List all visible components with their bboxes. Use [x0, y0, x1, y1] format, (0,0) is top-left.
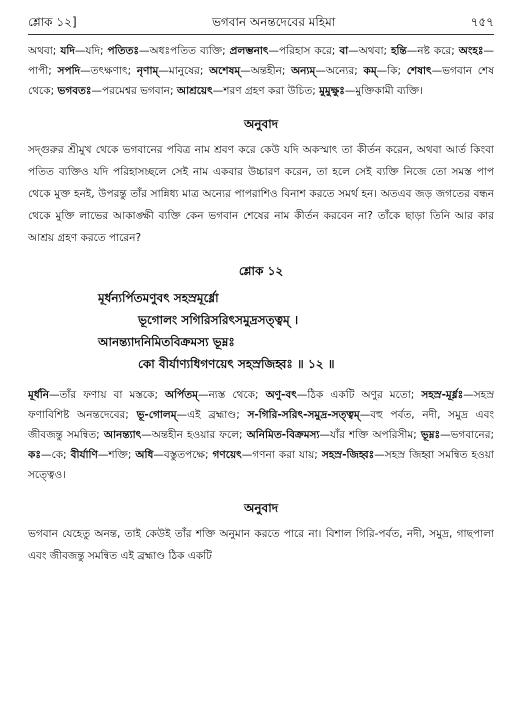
- synonyms-top: [28, 41, 494, 101]
- translation-title-2: অনুবাদ: [243, 501, 279, 515]
- synonym-term: সপদি: [57, 65, 81, 77]
- book-page: [28, 14, 494, 714]
- synonym-term: হন্তি: [391, 45, 407, 57]
- synonym-meaning: —সহস্র ফণাবিশিষ্ট অনন্তদেবের;: [28, 389, 494, 421]
- synonym-term: পতিতঃ: [107, 45, 140, 57]
- synonym-meaning: অথবা;: [28, 45, 61, 57]
- page-header: [28, 14, 494, 35]
- synonym-term: অনিমিত-বিক্রমস্য: [246, 429, 320, 441]
- synonym-term: অন্যম্: [291, 65, 316, 77]
- synonym-meaning: —পাপী;: [28, 45, 494, 77]
- synonym-meaning: —অন্তহীন;: [240, 65, 292, 77]
- synonym-term: অধি: [135, 449, 154, 461]
- synonym-term: শেষাৎ: [406, 65, 432, 77]
- synonym-term: অশেষম্: [209, 65, 241, 77]
- synonyms-verse: [28, 385, 494, 485]
- synonym-meaning: —ভগবান শেষ থেকে;: [28, 65, 494, 97]
- header-verse-ref: শ্লোক ১২]: [28, 15, 77, 29]
- translation-text-1: সদ্গুরুর শ্রীমুখ থেকে ভগবানের পবিত্র নাম শ্রবণ করে কেউ যদি অকস্মাৎ তা কীর্তন করেন, অথবা আর্ত কিংবা পতিত ব্যক্তিও যদি পরিহাসচ্ছলে সেই নাম একবার উচ্চারণ করেন, তা হলে সেই ব্যক্তি নিজে তো সমস্ত পাপ থেকে মুক্ত হনই, উপরন্তু তাঁর সান্নিধ্য মাত্র অন্যের পাপরাশিও বিনাশ করতে সমর্থ হন। অতএব জড় জগতের বন্ধন থেকে মুক্তি লাভের আকাঙ্ক্ষী ব্যক্তি কেন ভগবান শেষের নাম কীর্তন করবেন না? তাঁকে ছাড়া তিনি আর কার আশ্রয় গ্রহণ করতে পারেন?: [28, 144, 494, 244]
- synonym-meaning: —শক্তি;: [97, 449, 136, 461]
- synonym-meaning: —ঠিক একটি অণুর মতো;: [296, 389, 422, 401]
- header-chapter-title: ভগবান অনন্তদেবের মহিমা: [211, 15, 336, 29]
- synonym-meaning: —ন্যস্ত থেকে;: [197, 389, 266, 401]
- synonym-term: ভূ-গোলম্: [136, 409, 177, 421]
- synonym-meaning: —কি;: [376, 65, 407, 77]
- synonym-term: নৃণাম্: [136, 65, 159, 77]
- header-page-number: ৭৫৭: [470, 15, 494, 29]
- synonym-term: বীর্যাণি: [70, 449, 98, 461]
- synonym-term: গণয়েৎ: [212, 449, 242, 461]
- synonym-meaning: —এই ব্রহ্মাণ্ড;: [176, 409, 248, 421]
- synonym-term: যদি: [60, 45, 75, 57]
- synonym-term: অণু-বৎ: [265, 389, 297, 401]
- verse-line: মূর্ধন্যর্পিতমণুবৎ সহস্রমূর্ধ্নো: [98, 291, 219, 305]
- synonym-meaning: —যাঁর শক্তি অপরিসীম;: [319, 429, 421, 441]
- synonym-term: সহস্র-মূর্ধ্নঃ: [421, 389, 464, 401]
- synonym-meaning: —অথবা;: [348, 45, 392, 57]
- synonym-meaning: —মুক্তিকামী ব্যক্তি।: [344, 85, 423, 97]
- synonym-meaning: —শরণ গ্রহণ করা উচিত;: [212, 85, 320, 97]
- synonym-meaning: —বহু পর্বত, নদী, সমুদ্র এবং জীবজন্তু সমন্বিত;: [28, 409, 494, 441]
- synonym-meaning: —তৎক্ষণাৎ;: [80, 65, 137, 77]
- synonym-meaning: —অন্তহীন হওয়ার ফলে;: [141, 429, 247, 441]
- synonym-term: অর্পিতম্: [165, 389, 198, 401]
- synonym-term: মূর্ধনি: [28, 389, 49, 401]
- synonym-meaning: —অন্যের;: [315, 65, 364, 77]
- synonym-term: ভূম্নঃ: [420, 429, 441, 441]
- verse-line: কো বীর্যাণ্যধিগণয়েৎ সহস্রজিহ্বঃ ॥ ১২ ॥: [138, 357, 335, 371]
- synonym-term: কম্: [363, 65, 377, 77]
- synonym-meaning: —সহস্র জিহ্বা সমন্বিত হওয়া সত্ত্বেও।: [28, 449, 494, 481]
- verse-line: ভূগোলং সগিরিসরিৎসমুদ্রসত্ত্বম্ ।: [138, 313, 299, 327]
- synonym-meaning: —অধঃপতিত ব্যক্তি;: [139, 45, 230, 57]
- synonym-meaning: —পরমেশ্বর ভগবান;: [91, 85, 177, 97]
- synonym-meaning: —মানুষের;: [158, 65, 210, 77]
- synonym-term: আনন্ত্যাৎ: [103, 429, 142, 441]
- verse-text: [28, 287, 494, 375]
- synonym-term: মুমুক্ষুঃ: [319, 85, 345, 97]
- synonym-meaning: —যদি;: [74, 45, 108, 57]
- synonym-term: আশ্রয়েৎ: [176, 85, 213, 97]
- synonym-meaning: —পরিহাস করে;: [268, 45, 340, 57]
- translation-title-1: অনুবাদ: [243, 117, 279, 131]
- synonym-meaning: —গণনা করা যায়;: [241, 449, 322, 461]
- synonym-meaning: —কে;: [40, 449, 71, 461]
- synonym-term: ভগবতঃ: [57, 85, 92, 97]
- synonym-term: বা: [339, 45, 349, 57]
- synonym-term: সহস্র-জিহ্বঃ: [321, 449, 375, 461]
- synonym-term: প্রলম্ভনাৎ: [229, 45, 269, 57]
- synonym-term: অংহঃ: [458, 45, 484, 57]
- synonym-term: স-গিরি-সরিৎ-সমুদ্র-সত্ত্বম্: [247, 409, 360, 421]
- synonym-meaning: —বস্তুতপক্ষে;: [153, 449, 213, 461]
- translation-text-2: ভগবান যেহেতু অনন্ত, তাই কেউই তাঁর শক্তি অনুমান করতে পারে না। বিশাল গিরি-পর্বত, নদী, সমুদ্র, গাছপালা এবং জীবজন্তু সমন্বিত এই ব্রহ্মাণ্ড ঠিক একটি: [28, 528, 494, 562]
- verse-number: শ্লোক ১২: [238, 264, 284, 278]
- synonym-meaning: —নষ্ট করে;: [406, 45, 459, 57]
- verse-line: আনন্ত্যাদনিমিতবিক্রমস্য ভূম্নঃ: [98, 335, 235, 349]
- synonym-meaning: —ভগবানের;: [440, 429, 494, 441]
- synonym-meaning: —তাঁর ফণায় বা মস্তকে;: [49, 389, 166, 401]
- synonym-term: কঃ: [28, 449, 41, 461]
